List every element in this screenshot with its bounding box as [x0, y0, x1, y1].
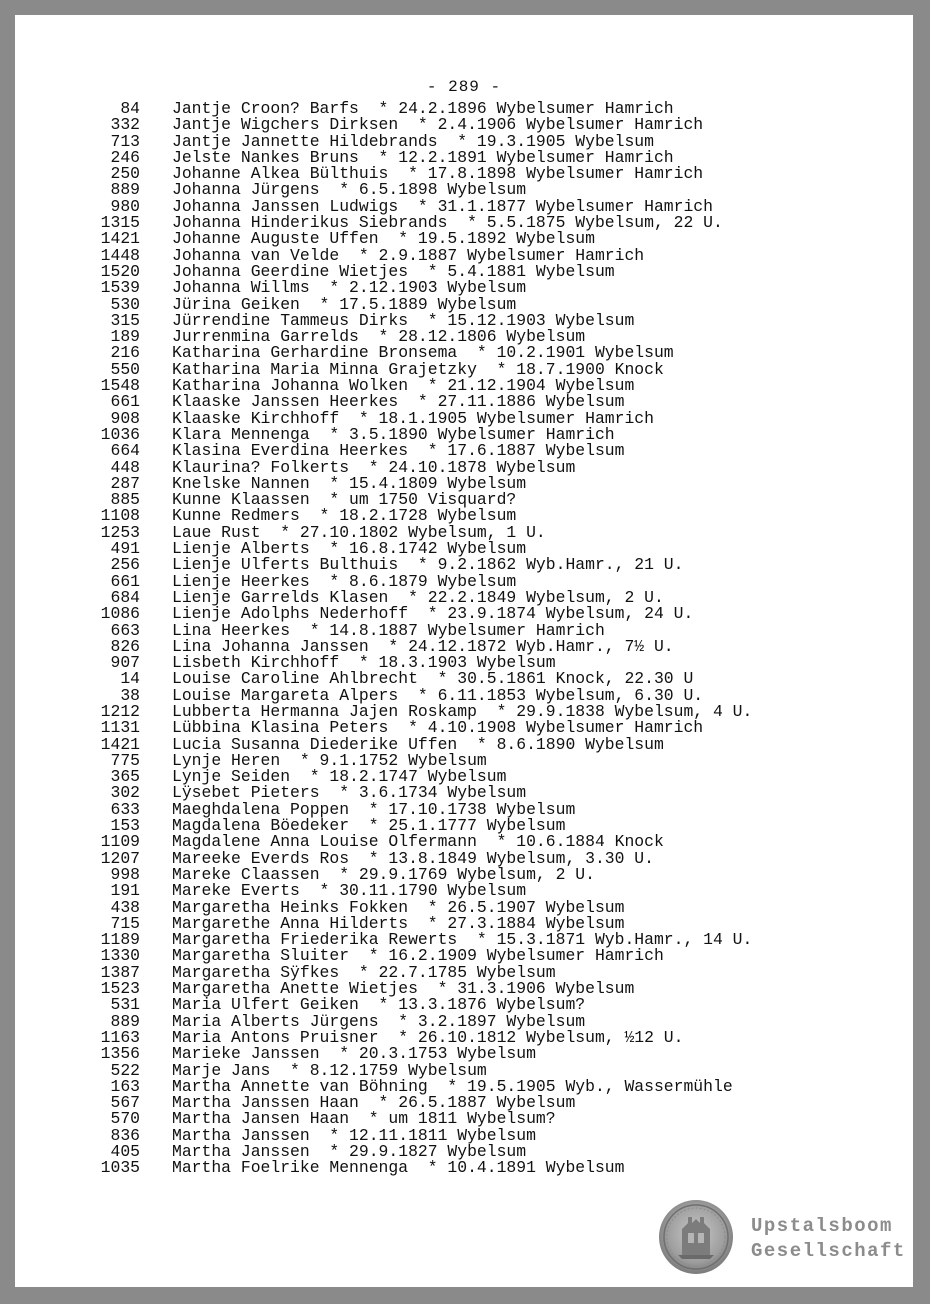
entry-text: Katharina Johanna Wolken * 21.12.1904 Wybelsum [172, 376, 635, 396]
entry-number: 1108 [100, 506, 140, 526]
entry-number: 663 [110, 620, 140, 640]
entry-number: 84 [120, 99, 140, 118]
entry-text: Kunne Klaassen * um 1750 Visquard? [172, 490, 517, 510]
entry-number: 1421 [100, 229, 140, 249]
entry-text: Maeghdalena Poppen * 17.10.1738 Wybelsum [172, 799, 576, 819]
entry-list [15, 101, 913, 1177]
entry-number: 1189 [100, 930, 140, 950]
entry-number: 38 [120, 685, 140, 705]
entry-number: 1253 [100, 522, 140, 542]
entry-number: 438 [110, 897, 140, 917]
entry-number: 531 [110, 995, 140, 1015]
entry-number: 567 [110, 1093, 140, 1113]
entry-number: 1086 [100, 604, 140, 624]
entry-text: Jantje Jannette Hildebrands * 19.3.1905 Wybelsum [172, 131, 654, 151]
entry-text: Johanna Janssen Ludwigs * 31.1.1877 Wybelsumer Hamrich [172, 196, 713, 216]
society-name-line1: Upstalsboom [751, 1215, 893, 1237]
entry-text: Louise Margareta Alpers * 6.11.1853 Wybelsum, 6.30 U. [172, 685, 704, 705]
entry-number: 1212 [100, 701, 140, 721]
entry-text: Marje Jans * 8.12.1759 Wybelsum [172, 1060, 487, 1080]
entry-number: 315 [110, 310, 140, 330]
entry-number: 826 [110, 636, 140, 656]
entry-text: Johanna Hinderikus Siebrands * 5.5.1875 Wybelsum, 22 U. [172, 213, 723, 233]
entry-number: 1387 [100, 962, 140, 982]
entry-number: 530 [110, 294, 140, 314]
entry-number: 1163 [100, 1027, 140, 1047]
list-item [15, 1160, 913, 1176]
entry-number: 189 [110, 327, 140, 347]
entry-text: Klaaske Janssen Heerkes * 27.11.1886 Wybelsum [172, 392, 625, 412]
entry-number: 256 [110, 555, 140, 575]
entry-text: Klaurina? Folkerts * 24.10.1878 Wybelsum [172, 457, 576, 477]
entry-number: 1315 [100, 213, 140, 233]
society-logo-text [751, 1214, 906, 1264]
entry-text: Katharina Gerhardine Bronsema * 10.2.1901 Wybelsum [172, 343, 674, 363]
entry-number: 302 [110, 783, 140, 803]
entry-text: Margaretha Heinks Fokken * 26.5.1907 Wybelsum [172, 897, 625, 917]
entry-text: Lienje Ulferts Bulthuis * 9.2.1862 Wyb.Hamr., 21 U. [172, 555, 684, 575]
entry-text: Lynje Seiden * 18.2.1747 Wybelsum [172, 767, 507, 787]
entry-number: 1520 [100, 261, 140, 281]
entry-text: Jurrenmina Garrelds * 28.12.1806 Wybelsum [172, 327, 586, 347]
entry-number: 1131 [100, 718, 140, 738]
entry-number: 998 [110, 864, 140, 884]
entry-number: 332 [110, 115, 140, 135]
entry-number: 14 [120, 669, 140, 689]
entry-text: Lucia Susanna Diederike Uffen * 8.6.1890 Wybelsum [172, 734, 664, 754]
entry-number: 1109 [100, 832, 140, 852]
entry-text: Maria Alberts Jürgens * 3.2.1897 Wybelsum [172, 1011, 586, 1031]
entry-text: Martha Annette van Böhning * 19.5.1905 Wyb., Wassermühle [172, 1076, 733, 1096]
entry-text: Kunne Redmers * 18.2.1728 Wybelsum [172, 506, 517, 526]
entry-text: Lienje Alberts * 16.8.1742 Wybelsum [172, 539, 527, 559]
entry-number: 836 [110, 1125, 140, 1145]
entry-text: Martha Jansen Haan * um 1811 Wybelsum? [172, 1109, 556, 1129]
entry-text: Magdalena Böedeker * 25.1.1777 Wybelsum [172, 816, 566, 836]
entry-text: Margaretha Sluiter * 16.2.1909 Wybelsumer Hamrich [172, 946, 664, 966]
entry-text: Magdalene Anna Louise Olfermann * 10.6.1884 Knock [172, 832, 664, 852]
entry-text: Lÿsebet Pieters * 3.6.1734 Wybelsum [172, 783, 527, 803]
entry-number: 163 [110, 1076, 140, 1096]
entry-number: 250 [110, 164, 140, 184]
entry-number: 550 [110, 359, 140, 379]
entry-text: Margaretha Anette Wietjes * 31.3.1906 Wybelsum [172, 979, 635, 999]
entry-text: Mareke Claassen * 29.9.1769 Wybelsum, 2 U. [172, 864, 595, 884]
entry-text: Knelske Nannen * 15.4.1809 Wybelsum [172, 473, 527, 493]
entry-text: Lisbeth Kirchhoff * 18.3.1903 Wybelsum [172, 653, 556, 673]
entry-text: Martha Janssen * 12.11.1811 Wybelsum [172, 1125, 536, 1145]
entry-number: 684 [110, 587, 140, 607]
entry-text: Mareke Everts * 30.11.1790 Wybelsum [172, 881, 527, 901]
society-name-line2: Gesellschaft [751, 1240, 906, 1262]
entry-text: Martha Janssen Haan * 26.5.1887 Wybelsum [172, 1093, 576, 1113]
entry-text: Mareeke Everds Ros * 13.8.1849 Wybelsum, 3.30 U. [172, 848, 654, 868]
entry-number: 661 [110, 571, 140, 591]
entry-number: 191 [110, 881, 140, 901]
entry-text: Jürrendine Tammeus Dirks * 15.12.1903 Wybelsum [172, 310, 635, 330]
entry-number: 775 [110, 750, 140, 770]
entry-text: Lynje Heren * 9.1.1752 Wybelsum [172, 750, 487, 770]
entry-text: Lina Heerkes * 14.8.1887 Wybelsumer Hamrich [172, 620, 605, 640]
entry-number: 980 [110, 196, 140, 216]
entry-number: 1421 [100, 734, 140, 754]
entry-number: 365 [110, 767, 140, 787]
entry-text: Katharina Maria Minna Grajetzky * 18.7.1900 Knock [172, 359, 664, 379]
entry-number: 1539 [100, 278, 140, 298]
entry-number: 246 [110, 147, 140, 167]
entry-number: 405 [110, 1142, 140, 1161]
entry-number: 1523 [100, 979, 140, 999]
entry-text: Margarethe Anna Hilderts * 27.3.1884 Wybelsum [172, 913, 625, 933]
entry-text: Jelste Nankes Bruns * 12.2.1891 Wybelsumer Hamrich [172, 147, 674, 167]
entry-text: Maria Antons Pruisner * 26.10.1812 Wybelsum, ½12 U. [172, 1027, 684, 1047]
entry-number: 153 [110, 816, 140, 836]
entry-number: 885 [110, 490, 140, 510]
entry-text: Johanna Geerdine Wietjes * 5.4.1881 Wybelsum [172, 261, 615, 281]
entry-text: Johanne Auguste Uffen * 19.5.1892 Wybelsum [172, 229, 595, 249]
entry-text: Klasina Everdina Heerkes * 17.6.1887 Wybelsum [172, 441, 625, 461]
entry-text: Johanna Willms * 2.12.1903 Wybelsum [172, 278, 527, 298]
entry-number: 522 [110, 1060, 140, 1080]
entry-text: Jantje Wigchers Dirksen * 2.4.1906 Wybelsumer Hamrich [172, 115, 704, 135]
entry-text: Margaretha Friederika Rewerts * 15.3.1871 Wyb.Hamr., 14 U. [172, 930, 753, 950]
entry-number: 713 [110, 131, 140, 151]
entry-text: Johanna van Velde * 2.9.1887 Wybelsumer Hamrich [172, 245, 645, 265]
entry-text: Lienje Heerkes * 8.6.1879 Wybelsum [172, 571, 517, 591]
entry-number: 491 [110, 539, 140, 559]
entry-number: 907 [110, 653, 140, 673]
entry-number: 287 [110, 473, 140, 493]
entry-text: Lina Johanna Janssen * 24.12.1872 Wyb.Hamr., 7½ U. [172, 636, 674, 656]
entry-number: 664 [110, 441, 140, 461]
entry-number: 1448 [100, 245, 140, 265]
society-seal-icon [658, 1199, 734, 1275]
entry-text: Lienje Garrelds Klasen * 22.2.1849 Wybelsum, 2 U. [172, 587, 664, 607]
entry-text: Martha Foelrike Mennenga * 10.4.1891 Wybelsum [172, 1158, 625, 1178]
entry-number: 1035 [100, 1158, 140, 1178]
entry-text: Louise Caroline Ahlbrecht * 30.5.1861 Knock, 22.30 U [172, 669, 694, 689]
entry-text: Klaaske Kirchhoff * 18.1.1905 Wybelsumer Hamrich [172, 408, 654, 428]
entry-number: 715 [110, 913, 140, 933]
entry-text: Klara Mennenga * 3.5.1890 Wybelsumer Hamrich [172, 424, 615, 444]
entry-text: Jürina Geiken * 17.5.1889 Wybelsum [172, 294, 517, 314]
entry-text: Martha Janssen * 29.9.1827 Wybelsum [172, 1142, 527, 1161]
entry-number: 570 [110, 1109, 140, 1129]
entry-text: Lienje Adolphs Nederhoff * 23.9.1874 Wybelsum, 24 U. [172, 604, 694, 624]
entry-number: 1036 [100, 424, 140, 444]
entry-number: 448 [110, 457, 140, 477]
entry-text: Lubberta Hermanna Jajen Roskamp * 29.9.1838 Wybelsum, 4 U. [172, 701, 753, 721]
entry-text: Jantje Croon? Barfs * 24.2.1896 Wybelsumer Hamrich [172, 99, 674, 118]
entry-number: 1207 [100, 848, 140, 868]
document-page [15, 15, 913, 1287]
entry-text: Laue Rust * 27.10.1802 Wybelsum, 1 U. [172, 522, 546, 542]
entry-number: 889 [110, 180, 140, 200]
entry-number: 908 [110, 408, 140, 428]
entry-number: 661 [110, 392, 140, 412]
entry-number: 633 [110, 799, 140, 819]
entry-number: 889 [110, 1011, 140, 1031]
entry-number: 1356 [100, 1044, 140, 1064]
entry-text: Margaretha Sÿfkes * 22.7.1785 Wybelsum [172, 962, 556, 982]
entry-number: 216 [110, 343, 140, 363]
entry-text: Lübbina Klasina Peters * 4.10.1908 Wybelsumer Hamrich [172, 718, 704, 738]
entry-text: Marieke Janssen * 20.3.1753 Wybelsum [172, 1044, 536, 1064]
entry-text: Johanna Jürgens * 6.5.1898 Wybelsum [172, 180, 527, 200]
page-number: - 289 - [426, 78, 502, 96]
entry-text: Johanne Alkea Bülthuis * 17.8.1898 Wybelsumer Hamrich [172, 164, 704, 184]
entry-number: 1548 [100, 376, 140, 396]
entry-number: 1330 [100, 946, 140, 966]
entry-text: Maria Ulfert Geiken * 13.3.1876 Wybelsum? [172, 995, 586, 1015]
